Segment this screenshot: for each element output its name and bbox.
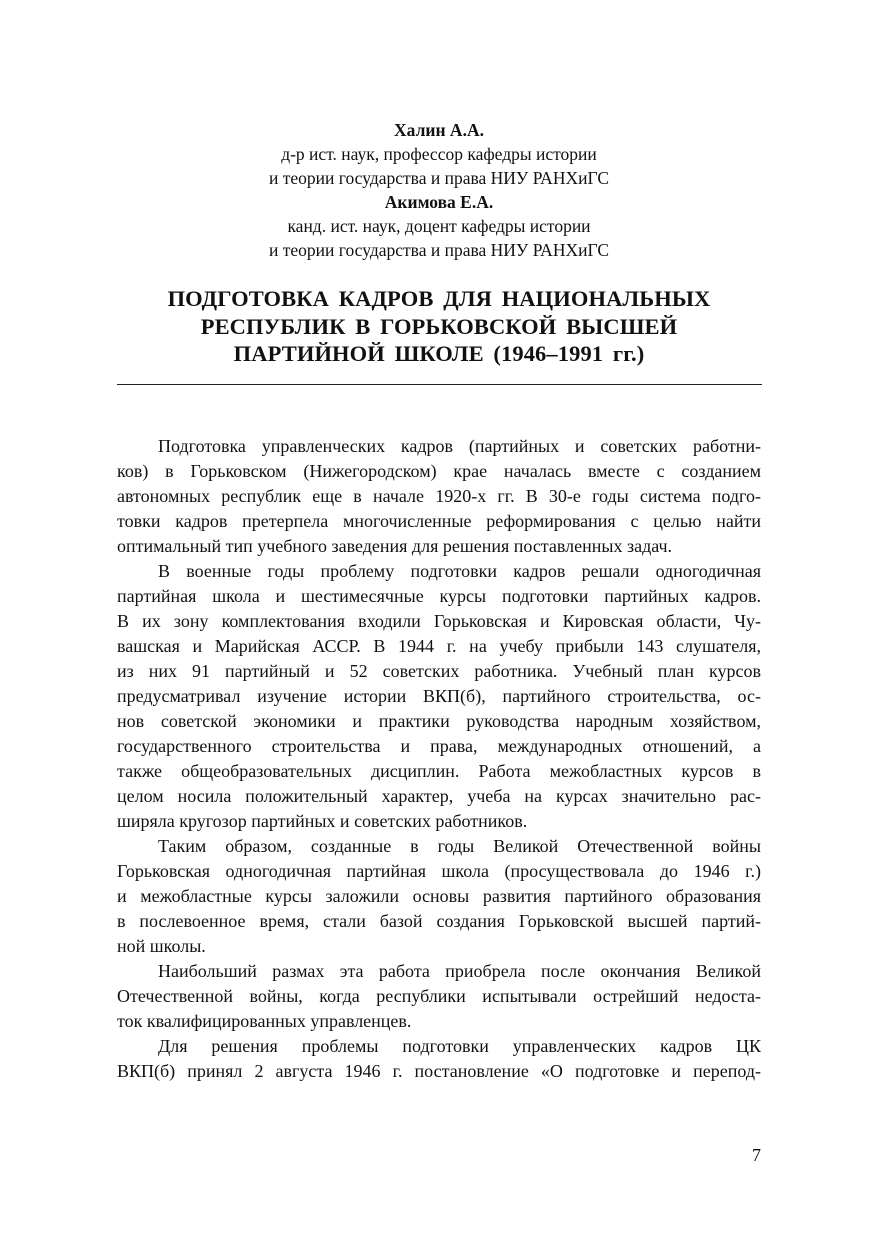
text-line: предусматривал изучение истории ВКП(б), партийного строительства, ос- xyxy=(117,686,761,706)
author-name: Халин А.А. xyxy=(394,120,484,140)
author-block xyxy=(117,118,761,262)
text-line: государственного строительства и права, международных отношений, а xyxy=(117,736,761,756)
text-line: оптимальный тип учебного заведения для решения поставленных задач. xyxy=(117,536,673,556)
text-line: Таким образом, созданные в годы Великой Отечественной войны xyxy=(158,836,761,856)
text-line: Отечественной войны, когда республики испытывали острейший недоста- xyxy=(117,986,761,1006)
text-line: товки кадров претерпела многочисленные реформирования с целью найти xyxy=(117,511,761,531)
body-paragraph xyxy=(117,434,761,559)
text-line: из них 91 партийный и 52 советских работника. Учебный план курсов xyxy=(117,661,761,681)
author-name: Акимова Е.А. xyxy=(384,192,494,212)
text-line: нов советской экономики и практики руководства народным хозяйством, xyxy=(117,711,761,731)
title-line: ПОДГОТОВКА КАДРОВ ДЛЯ НАЦИОНАЛЬНЫХ xyxy=(167,286,711,311)
text-line: ков) в Горьковском (Нижегородском) крае началась вместе с созданием xyxy=(117,461,761,481)
body-paragraph xyxy=(117,959,761,1034)
text-line: В их зону комплектования входили Горьковская и Кировская области, Чу- xyxy=(117,611,761,631)
text-line: автономных республик еще в начале 1920-х гг. В 30-е годы система подго- xyxy=(117,486,761,506)
text-line: Подготовка управленческих кадров (партийных и советских работни- xyxy=(158,436,761,456)
text-line: также общеобразовательных дисциплин. Работа межобластных курсов в xyxy=(117,761,761,781)
title-divider xyxy=(117,384,762,385)
author-affiliation: и теории государства и права НИУ РАНХиГС xyxy=(268,168,610,188)
page-number: 7 xyxy=(752,1145,761,1165)
body-paragraph xyxy=(117,834,761,959)
author-affiliation: д-р ист. наук, профессор кафедры истории xyxy=(281,144,597,164)
text-line: ширяла кругозор партийных и советских работников. xyxy=(117,811,528,831)
author-affiliation: канд. ист. наук, доцент кафедры истории xyxy=(287,216,591,236)
text-line: вашская и Марийская АССР. В 1944 г. на учебу прибыли 143 слушателя, xyxy=(117,636,761,656)
title-line: РЕСПУБЛИК В ГОРЬКОВСКОЙ ВЫСШЕЙ xyxy=(200,313,678,339)
author-affiliation: и теории государства и права НИУ РАНХиГС xyxy=(268,240,610,260)
article-body xyxy=(117,434,761,1084)
text-line: и межобластные курсы заложили основы развития партийного образования xyxy=(117,886,761,906)
text-line: Наибольший размах эта работа приобрела после окончания Великой xyxy=(158,961,761,981)
body-paragraph xyxy=(117,1034,761,1084)
text-line: партийная школа и шестимесячные курсы подготовки партийных кадров. xyxy=(117,586,761,606)
text-line: ВКП(б) принял 2 августа 1946 г. постановление «О подготовке и перепод- xyxy=(117,1061,761,1081)
text-line: целом носила положительный характер, учеба на курсах значительно рас- xyxy=(117,786,761,806)
article-title xyxy=(117,285,761,368)
body-paragraph xyxy=(117,559,761,834)
text-line: ток квалифицированных управленцев. xyxy=(117,1011,412,1031)
title-line: ПАРТИЙНОЙ ШКОЛЕ (1946–1991 гг.) xyxy=(233,341,645,366)
text-line: В военные годы проблему подготовки кадров решали одногодичная xyxy=(158,561,761,581)
text-line: Горьковская одногодичная партийная школа (просуществовала до 1946 г.) xyxy=(117,861,761,881)
text-line: Для решения проблемы подготовки управленческих кадров ЦК xyxy=(158,1036,761,1056)
text-line: в послевоенное время, стали базой создания Горьковской высшей партий- xyxy=(117,911,761,931)
text-line: ной школы. xyxy=(117,936,206,956)
